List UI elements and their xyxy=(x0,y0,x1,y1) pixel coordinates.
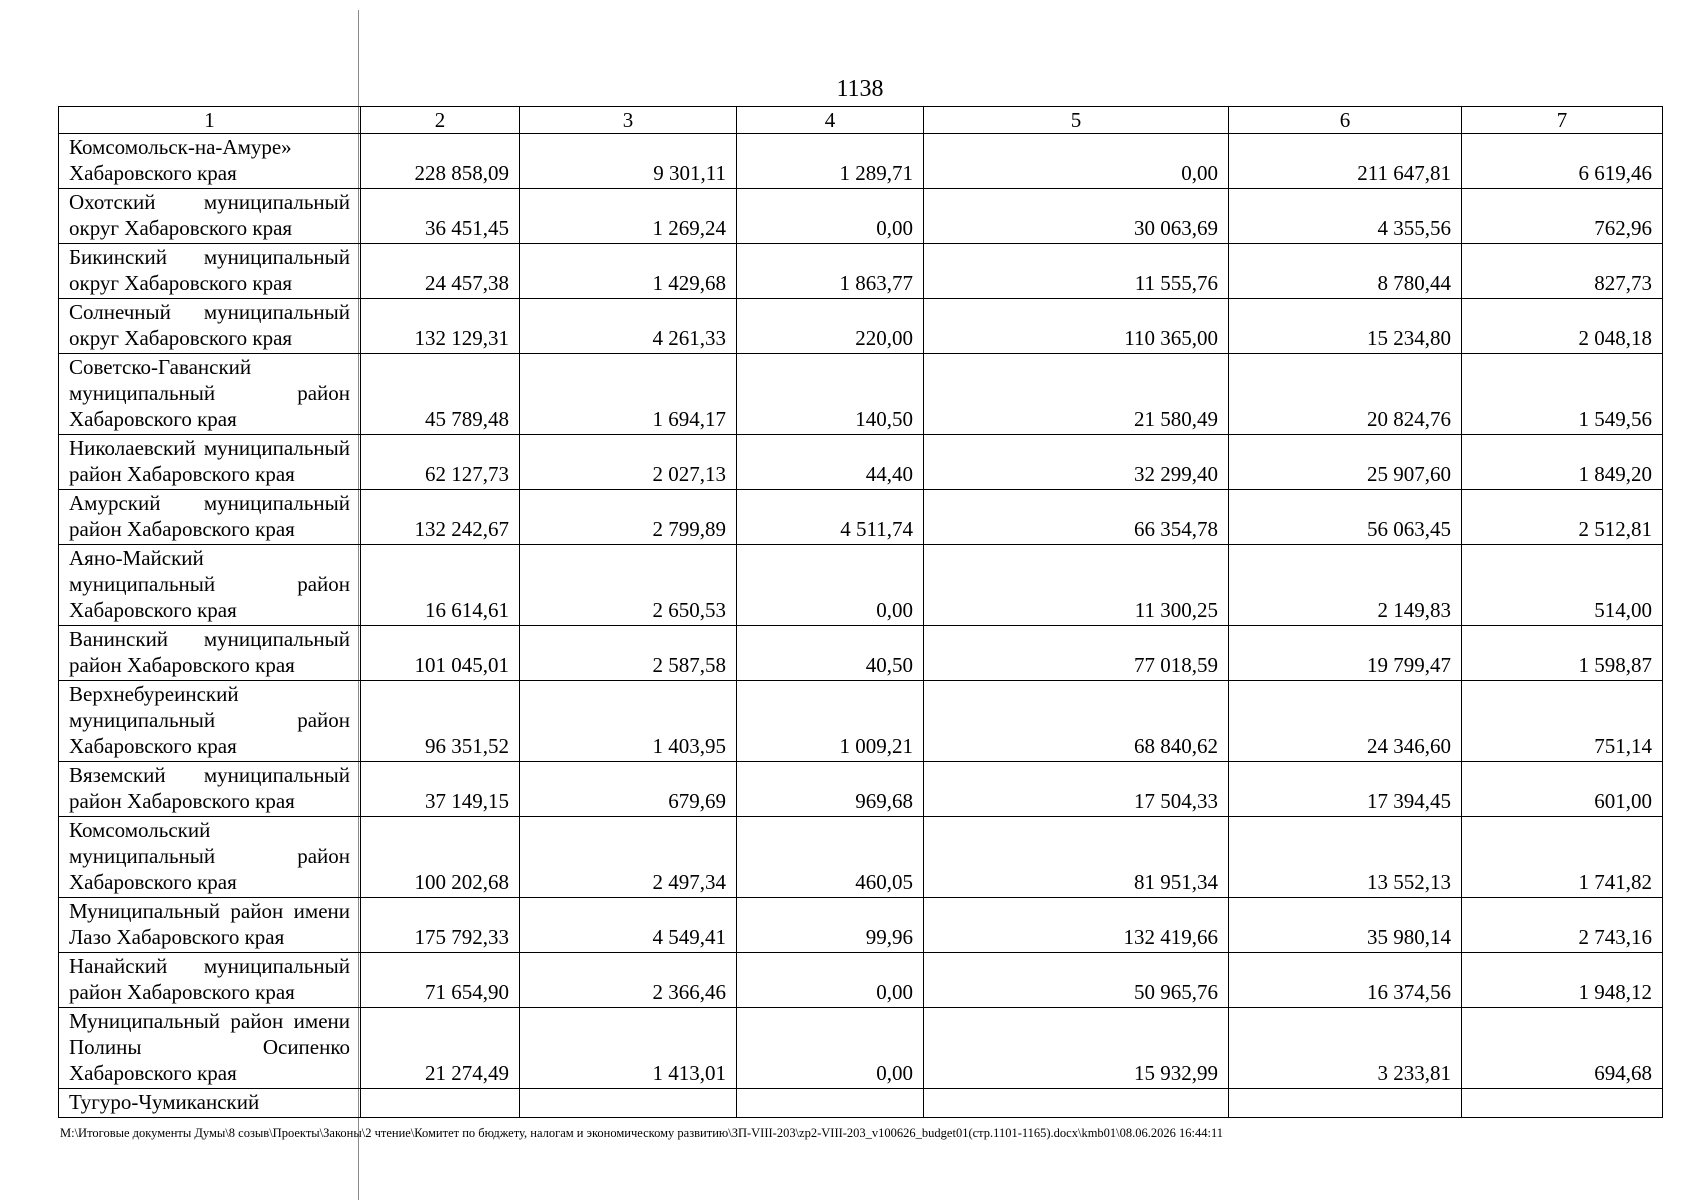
table-row xyxy=(59,299,1663,354)
column-header: 4 xyxy=(737,107,924,134)
value-cell-col-6: 4 355,56 xyxy=(1229,189,1462,244)
value-cell-col-6: 17 394,45 xyxy=(1229,762,1462,817)
value-cell-col-7: 1 741,82 xyxy=(1462,817,1663,898)
value-cell-col-4: 969,68 xyxy=(737,762,924,817)
value-cell-col-3: 2 650,53 xyxy=(520,545,737,626)
value-cell-col-4: 0,00 xyxy=(737,1008,924,1089)
value-cell-col-3: 1 413,01 xyxy=(520,1008,737,1089)
municipality-name-cell: Тугуро-Чумиканский xyxy=(59,1089,361,1118)
value-cell-col-4: 220,00 xyxy=(737,299,924,354)
value-cell-col-3: 4 261,33 xyxy=(520,299,737,354)
value-cell-col-2 xyxy=(361,1089,520,1118)
value-cell-col-2: 37 149,15 xyxy=(361,762,520,817)
value-cell-col-5: 11 300,25 xyxy=(924,545,1229,626)
value-cell-col-7: 1 849,20 xyxy=(1462,435,1663,490)
value-cell-col-3: 2 587,58 xyxy=(520,626,737,681)
value-cell-col-4: 44,40 xyxy=(737,435,924,490)
value-cell-col-3: 2 799,89 xyxy=(520,490,737,545)
municipality-name-cell: Нанайский муниципальный район Хабаровского края xyxy=(59,953,361,1008)
column-header: 2 xyxy=(361,107,520,134)
value-cell-col-5 xyxy=(924,1089,1229,1118)
table-row xyxy=(59,1089,1663,1118)
value-cell-col-6: 2 149,83 xyxy=(1229,545,1462,626)
table-body xyxy=(59,134,1663,1118)
value-cell-col-7: 2 512,81 xyxy=(1462,490,1663,545)
table-row xyxy=(59,435,1663,490)
value-cell-col-6: 19 799,47 xyxy=(1229,626,1462,681)
value-cell-col-7: 762,96 xyxy=(1462,189,1663,244)
value-cell-col-6: 13 552,13 xyxy=(1229,817,1462,898)
value-cell-col-4: 4 511,74 xyxy=(737,490,924,545)
column-header: 7 xyxy=(1462,107,1663,134)
value-cell-col-2: 132 129,31 xyxy=(361,299,520,354)
table-row xyxy=(59,490,1663,545)
municipality-name-cell: Верхнебуреинский муниципальный район Хабаровского края xyxy=(59,681,361,762)
value-cell-col-7: 827,73 xyxy=(1462,244,1663,299)
table-row xyxy=(59,898,1663,953)
municipality-name-cell: Муниципальный район имени Полины Осипенко Хабаровского края xyxy=(59,1008,361,1089)
value-cell-col-4: 40,50 xyxy=(737,626,924,681)
table-row xyxy=(59,1008,1663,1089)
value-cell-col-4 xyxy=(737,1089,924,1118)
municipality-name-cell: Вяземский муниципальный район Хабаровского края xyxy=(59,762,361,817)
value-cell-col-5: 66 354,78 xyxy=(924,490,1229,545)
table-row xyxy=(59,354,1663,435)
column-header: 5 xyxy=(924,107,1229,134)
value-cell-col-7: 1 549,56 xyxy=(1462,354,1663,435)
value-cell-col-7: 2 743,16 xyxy=(1462,898,1663,953)
value-cell-col-7: 2 048,18 xyxy=(1462,299,1663,354)
value-cell-col-4: 99,96 xyxy=(737,898,924,953)
value-cell-col-6: 25 907,60 xyxy=(1229,435,1462,490)
value-cell-col-2: 62 127,73 xyxy=(361,435,520,490)
column-number-row xyxy=(59,107,1663,134)
value-cell-col-5: 50 965,76 xyxy=(924,953,1229,1008)
value-cell-col-3: 1 429,68 xyxy=(520,244,737,299)
value-cell-col-4: 1 289,71 xyxy=(737,134,924,189)
table-row xyxy=(59,134,1663,189)
value-cell-col-2: 24 457,38 xyxy=(361,244,520,299)
municipality-name-cell: Солнечный муниципальный округ Хабаровского края xyxy=(59,299,361,354)
column-header: 3 xyxy=(520,107,737,134)
value-cell-col-5: 0,00 xyxy=(924,134,1229,189)
value-cell-col-5: 77 018,59 xyxy=(924,626,1229,681)
value-cell-col-3: 1 694,17 xyxy=(520,354,737,435)
table-row xyxy=(59,244,1663,299)
page-number: 1138 xyxy=(836,76,884,102)
value-cell-col-3: 679,69 xyxy=(520,762,737,817)
value-cell-col-7: 1 598,87 xyxy=(1462,626,1663,681)
value-cell-col-5: 17 504,33 xyxy=(924,762,1229,817)
table-row xyxy=(59,681,1663,762)
value-cell-col-7: 1 948,12 xyxy=(1462,953,1663,1008)
value-cell-col-4: 0,00 xyxy=(737,189,924,244)
value-cell-col-4: 140,50 xyxy=(737,354,924,435)
value-cell-col-2: 21 274,49 xyxy=(361,1008,520,1089)
municipality-name-cell: Ванинский муниципальный район Хабаровского края xyxy=(59,626,361,681)
municipality-name-cell: Советско-Гаванский муниципальный район Хабаровского края xyxy=(59,354,361,435)
value-cell-col-2: 100 202,68 xyxy=(361,817,520,898)
value-cell-col-6 xyxy=(1229,1089,1462,1118)
value-cell-col-6: 35 980,14 xyxy=(1229,898,1462,953)
column-header: 6 xyxy=(1229,107,1462,134)
value-cell-col-6: 16 374,56 xyxy=(1229,953,1462,1008)
value-cell-col-6: 3 233,81 xyxy=(1229,1008,1462,1089)
value-cell-col-5: 32 299,40 xyxy=(924,435,1229,490)
table-row xyxy=(59,626,1663,681)
value-cell-col-3: 2 497,34 xyxy=(520,817,737,898)
value-cell-col-6: 56 063,45 xyxy=(1229,490,1462,545)
value-cell-col-2: 16 614,61 xyxy=(361,545,520,626)
value-cell-col-2: 45 789,48 xyxy=(361,354,520,435)
value-cell-col-2: 228 858,09 xyxy=(361,134,520,189)
value-cell-col-7: 694,68 xyxy=(1462,1008,1663,1089)
value-cell-col-2: 71 654,90 xyxy=(361,953,520,1008)
municipality-name-cell: Бикинский муниципальный округ Хабаровского края xyxy=(59,244,361,299)
value-cell-col-5: 68 840,62 xyxy=(924,681,1229,762)
value-cell-col-4: 0,00 xyxy=(737,953,924,1008)
table-row xyxy=(59,189,1663,244)
value-cell-col-7: 751,14 xyxy=(1462,681,1663,762)
value-cell-col-7: 601,00 xyxy=(1462,762,1663,817)
table-row xyxy=(59,953,1663,1008)
value-cell-col-3: 4 549,41 xyxy=(520,898,737,953)
value-cell-col-5: 81 951,34 xyxy=(924,817,1229,898)
table-row xyxy=(59,762,1663,817)
value-cell-col-3 xyxy=(520,1089,737,1118)
municipality-name-cell: Комсомольский муниципальный район Хабаровского края xyxy=(59,817,361,898)
value-cell-col-6: 15 234,80 xyxy=(1229,299,1462,354)
municipality-name-cell: Охотский муниципальный округ Хабаровского края xyxy=(59,189,361,244)
value-cell-col-5: 30 063,69 xyxy=(924,189,1229,244)
value-cell-col-4: 460,05 xyxy=(737,817,924,898)
value-cell-col-3: 1 269,24 xyxy=(520,189,737,244)
value-cell-col-5: 15 932,99 xyxy=(924,1008,1229,1089)
value-cell-col-5: 21 580,49 xyxy=(924,354,1229,435)
municipality-name-cell: Амурский муниципальный район Хабаровского края xyxy=(59,490,361,545)
value-cell-col-2: 175 792,33 xyxy=(361,898,520,953)
value-cell-col-3: 1 403,95 xyxy=(520,681,737,762)
value-cell-col-7: 514,00 xyxy=(1462,545,1663,626)
municipality-name-cell: Аяно-Майский муниципальный район Хабаровского края xyxy=(59,545,361,626)
municipality-name-cell: Николаевский муниципальный район Хабаровского края xyxy=(59,435,361,490)
value-cell-col-6: 24 346,60 xyxy=(1229,681,1462,762)
value-cell-col-4: 1 863,77 xyxy=(737,244,924,299)
value-cell-col-6: 20 824,76 xyxy=(1229,354,1462,435)
value-cell-col-6: 211 647,81 xyxy=(1229,134,1462,189)
budget-table xyxy=(58,106,1663,1118)
value-cell-col-5: 11 555,76 xyxy=(924,244,1229,299)
value-cell-col-3: 2 366,46 xyxy=(520,953,737,1008)
column-header: 1 xyxy=(59,107,361,134)
file-path-footer: M:\Итоговые документы Думы\8 созыв\Проекты\Законы\2 чтение\Комитет по бюджету, налогам и экономическому развитию\ЗП-VIII-203\zp2-VIII-203_v100626_budget01(стр.1101-1165).docx\kmb01\08.06.2026 16:44:11 xyxy=(60,1126,1224,1140)
value-cell-col-4: 1 009,21 xyxy=(737,681,924,762)
value-cell-col-3: 9 301,11 xyxy=(520,134,737,189)
value-cell-col-7 xyxy=(1462,1089,1663,1118)
value-cell-col-2: 36 451,45 xyxy=(361,189,520,244)
value-cell-col-2: 96 351,52 xyxy=(361,681,520,762)
value-cell-col-7: 6 619,46 xyxy=(1462,134,1663,189)
value-cell-col-5: 132 419,66 xyxy=(924,898,1229,953)
table-row xyxy=(59,817,1663,898)
value-cell-col-2: 101 045,01 xyxy=(361,626,520,681)
value-cell-col-2: 132 242,67 xyxy=(361,490,520,545)
value-cell-col-4: 0,00 xyxy=(737,545,924,626)
value-cell-col-5: 110 365,00 xyxy=(924,299,1229,354)
municipality-name-cell: Муниципальный район имени Лазо Хабаровского края xyxy=(59,898,361,953)
municipality-name-cell: Комсомольск-на-Амуре» Хабаровского края xyxy=(59,134,361,189)
value-cell-col-6: 8 780,44 xyxy=(1229,244,1462,299)
table-row xyxy=(59,545,1663,626)
value-cell-col-3: 2 027,13 xyxy=(520,435,737,490)
